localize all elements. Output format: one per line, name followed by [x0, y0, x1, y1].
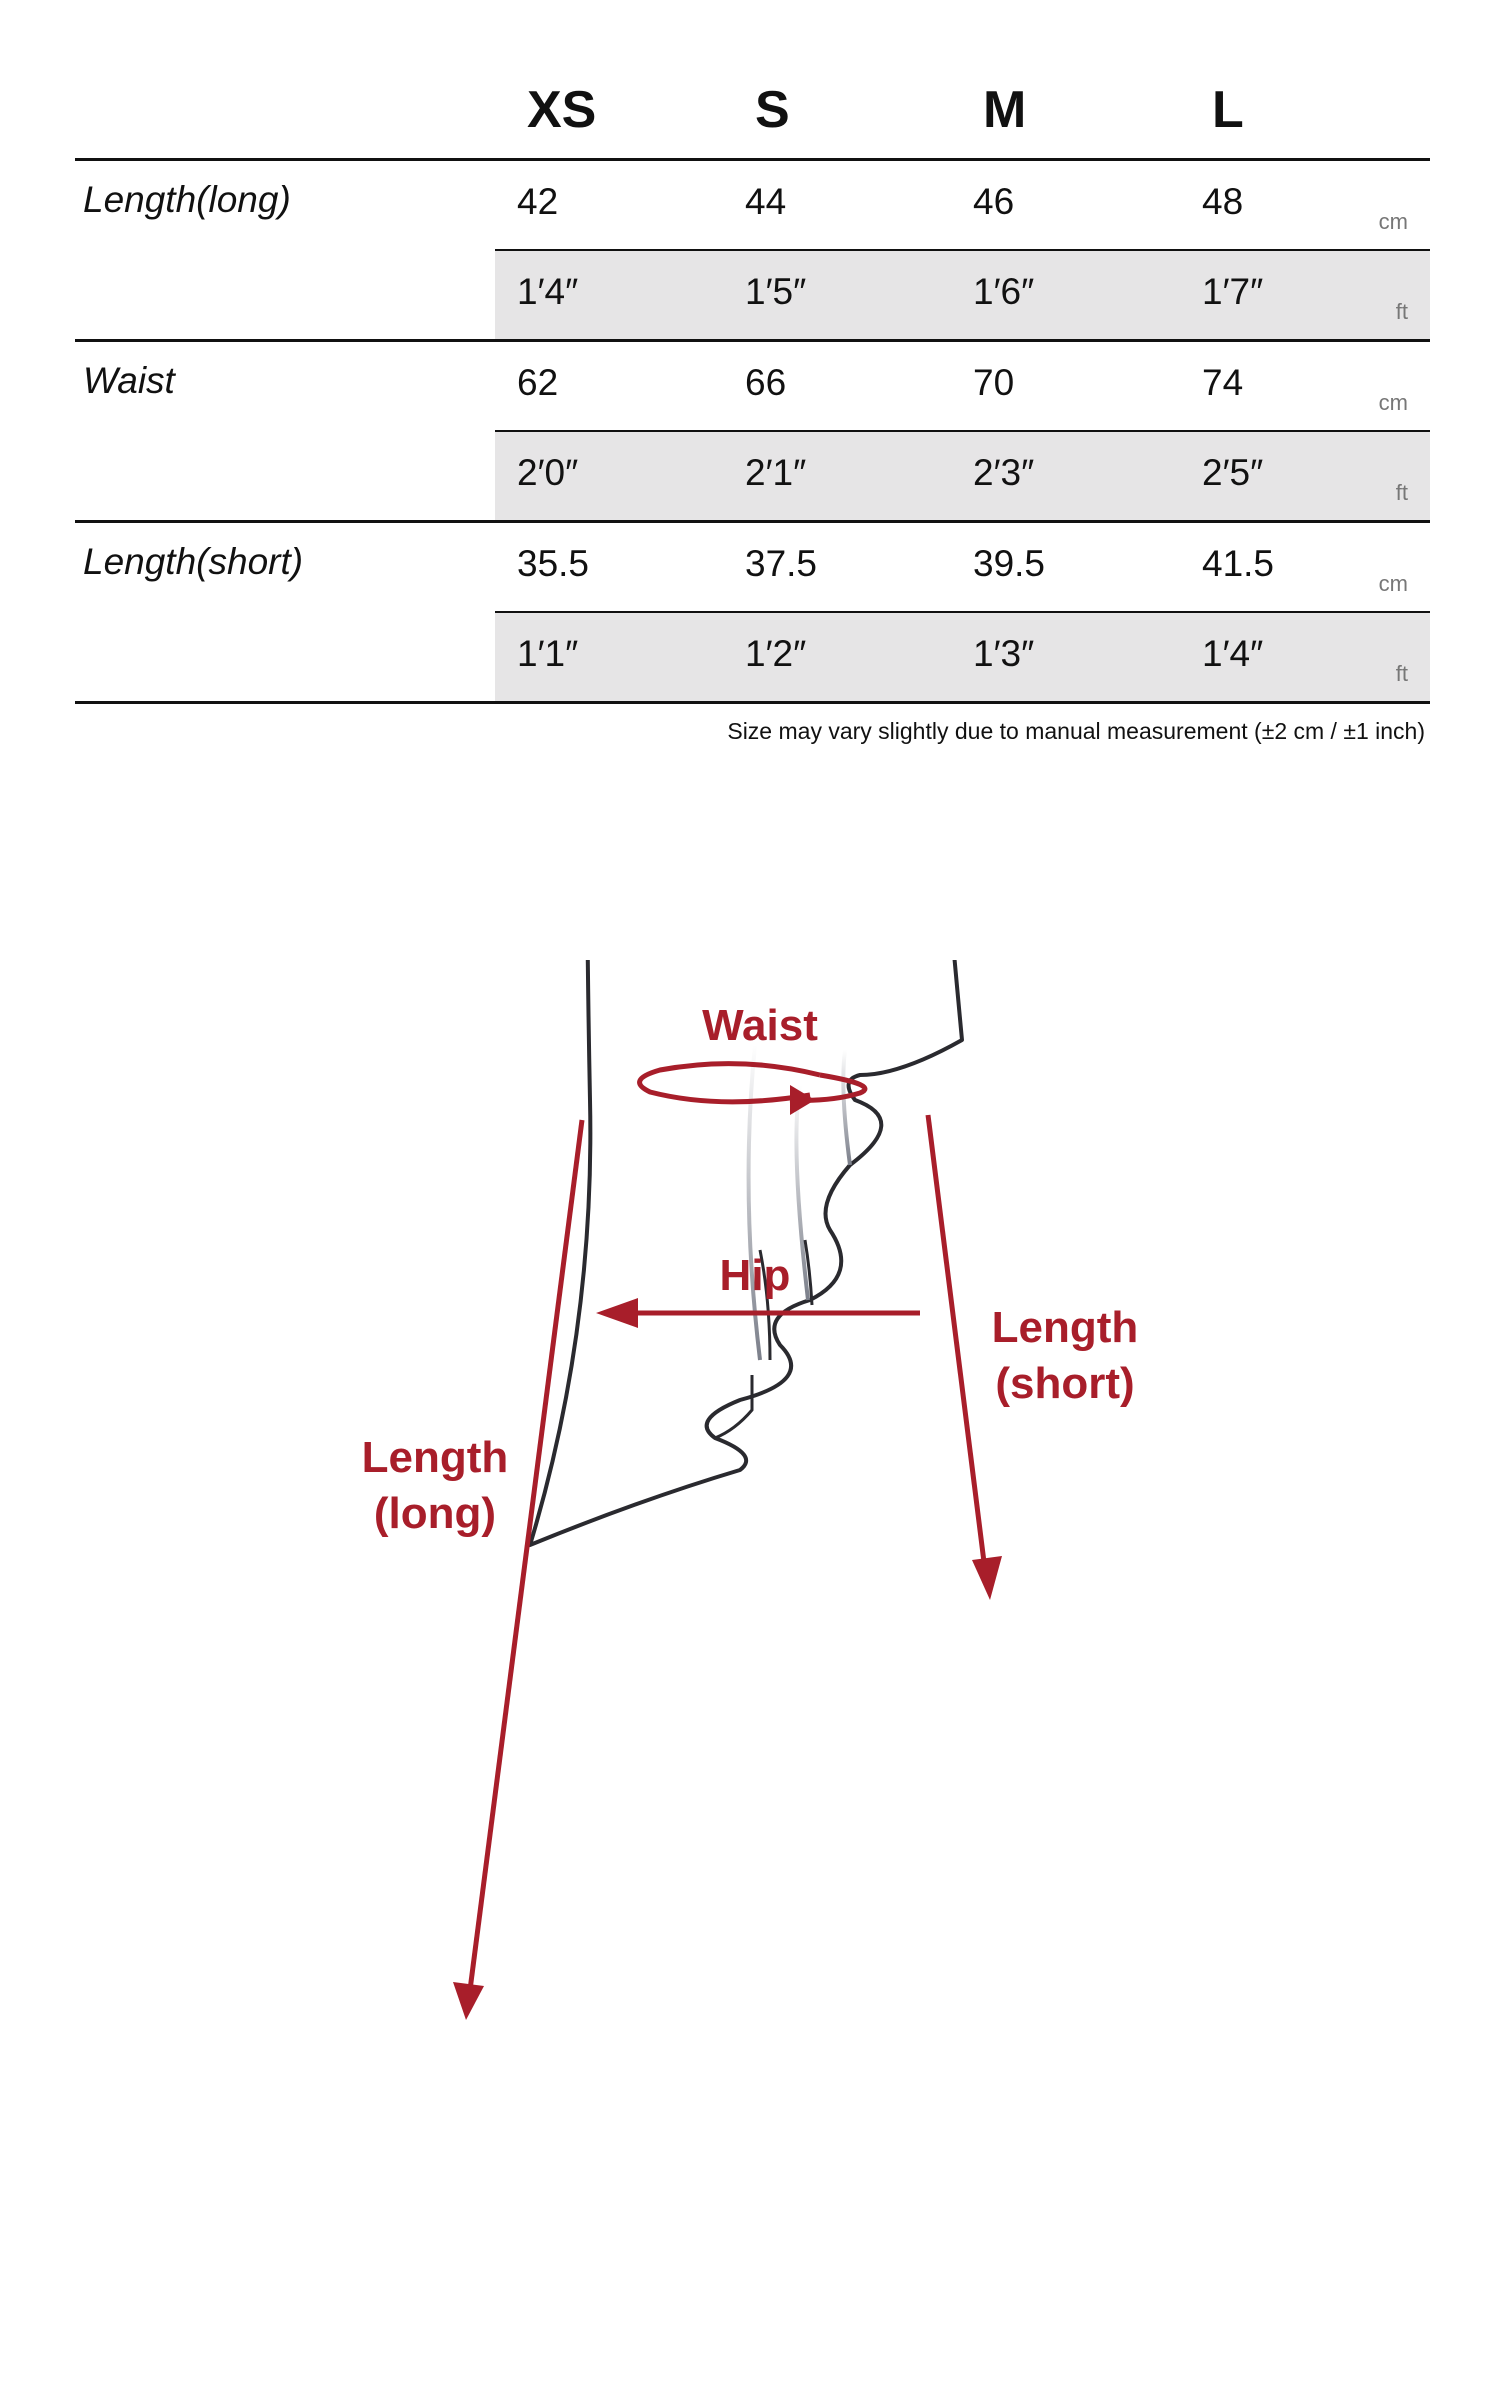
row-label-waist: Waist — [83, 360, 175, 401]
cell-value: 74 — [1202, 362, 1244, 403]
size-header-xs: XS — [527, 81, 597, 139]
cell-value: 1′3″ — [973, 633, 1035, 674]
cell-value: 62 — [517, 362, 559, 403]
cell-value: 1′5″ — [745, 271, 807, 312]
cell-value: 37.5 — [745, 543, 818, 584]
cm-row — [495, 161, 1430, 252]
unit-ft: ft — [1395, 480, 1408, 505]
cell-value: 1′7″ — [1202, 271, 1264, 312]
row-group-length-long — [75, 161, 1430, 342]
size-header-s: S — [755, 81, 790, 139]
cell-value: 48 — [1202, 181, 1244, 222]
ft-row — [495, 613, 1430, 701]
row-group-length-short — [75, 523, 1430, 704]
size-header-m: M — [983, 81, 1027, 139]
cell-value: 70 — [973, 362, 1015, 403]
ft-row — [495, 251, 1430, 339]
cell-value: 42 — [517, 181, 559, 222]
cell-value: 1′4″ — [1202, 633, 1264, 674]
cell-value: 66 — [745, 362, 787, 403]
hip-label: Hip — [719, 1251, 791, 1300]
cell-value: 1′1″ — [517, 633, 579, 674]
cell-value: 1′4″ — [517, 271, 579, 312]
cell-value: 44 — [745, 181, 787, 222]
length-short-label — [970, 1300, 1160, 1412]
waist-label: Waist — [702, 1001, 818, 1050]
unit-cm: cm — [1378, 390, 1408, 415]
measurement-note: Size may vary slightly due to manual measurement (±2 cm / ±1 inch) — [727, 718, 1425, 744]
cell-value: 35.5 — [517, 543, 590, 584]
row-label-length-long: Length(long) — [83, 179, 291, 220]
cell-value: 46 — [973, 181, 1015, 222]
cell-value: 39.5 — [973, 543, 1046, 584]
size-header-row — [75, 60, 1430, 161]
length-long-label-line1: Length — [361, 1433, 509, 1482]
row-group-waist — [75, 342, 1430, 523]
size-header-l: L — [1212, 81, 1244, 139]
cell-value: 2′0″ — [517, 452, 579, 493]
cell-value: 2′3″ — [973, 452, 1035, 493]
skirt-measurement-diagram — [0, 960, 1500, 2160]
length-short-label-line1: Length — [991, 1303, 1139, 1352]
cm-row — [495, 523, 1430, 614]
cell-value: 2′5″ — [1202, 452, 1264, 493]
row-label-length-short: Length(short) — [83, 541, 304, 582]
length-long-label-line2: (long) — [373, 1489, 497, 1538]
size-table — [75, 60, 1430, 704]
unit-cm: cm — [1378, 571, 1408, 596]
cell-value: 1′6″ — [973, 271, 1035, 312]
cm-row — [495, 342, 1430, 433]
cell-value: 1′2″ — [745, 633, 807, 674]
unit-cm: cm — [1378, 209, 1408, 234]
length-long-arrow — [453, 1120, 582, 2020]
cell-value: 2′1″ — [745, 452, 807, 493]
length-long-label — [340, 1430, 530, 1542]
cell-value: 41.5 — [1202, 543, 1275, 584]
unit-ft: ft — [1395, 661, 1408, 686]
skirt-illustration — [0, 960, 1500, 2160]
ft-row — [495, 432, 1430, 520]
unit-ft: ft — [1395, 299, 1408, 324]
length-short-label-line2: (short) — [995, 1359, 1135, 1408]
